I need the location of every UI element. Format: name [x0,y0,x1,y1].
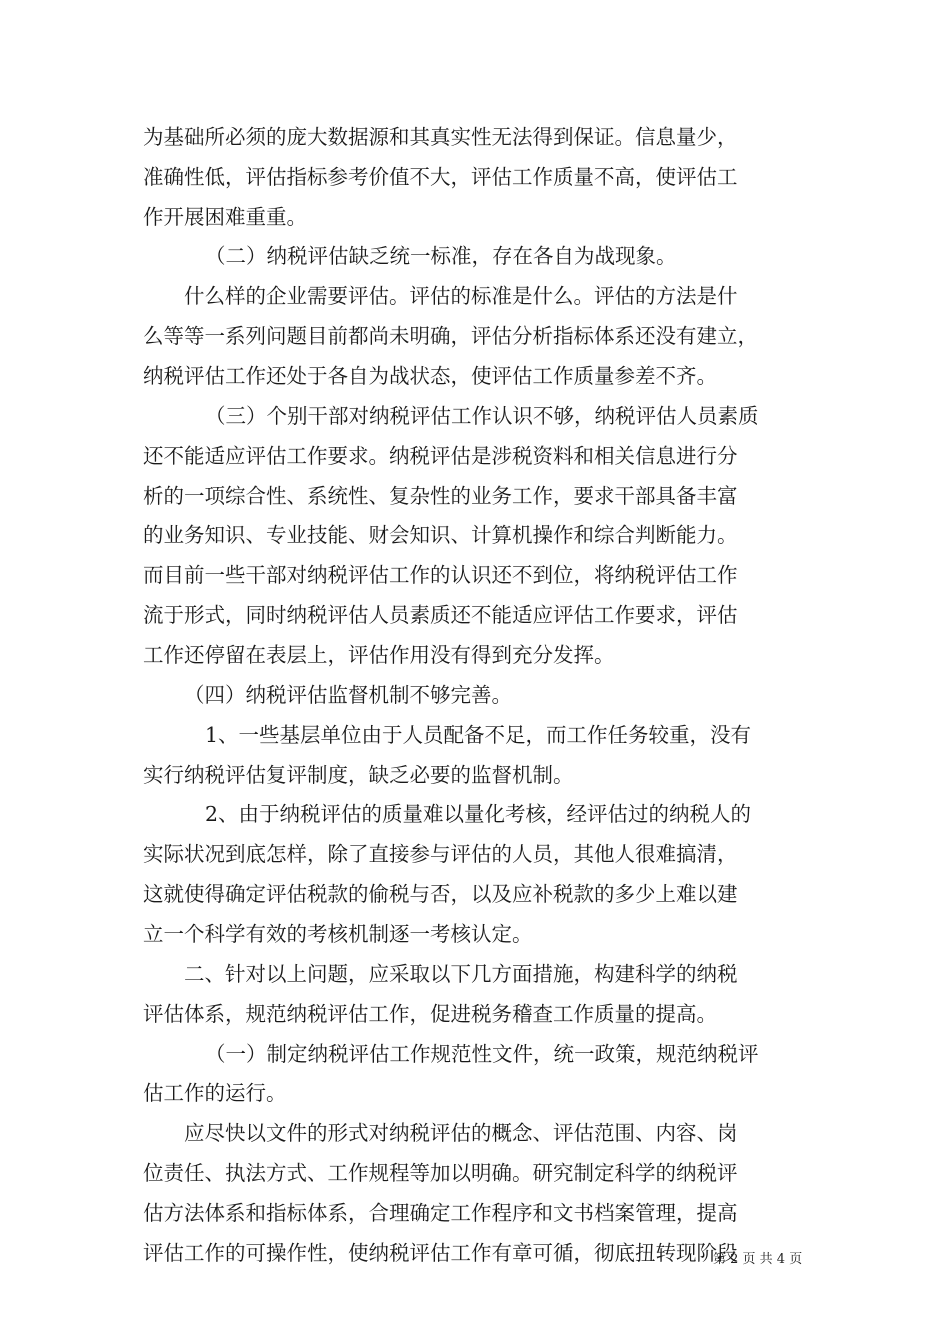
subheading-2: （二）纳税评估缺乏统一标准，存在各自为战现象。 [205,244,677,268]
text-line: 估方法体系和指标体系，合理确定工作程序和文书档案管理，提高 [143,1201,738,1225]
text-line: 流于形式，同时纳税评估人员素质还不能适应评估工作要求，评估 [143,603,738,627]
text-line: 析的一项综合性、系统性、复杂性的业务工作，要求干部具备丰富 [143,484,738,508]
text-line: 工作还停留在表层上，评估作用没有得到充分发挥。 [143,643,615,667]
text-line: 作开展困难重重。 [143,205,307,229]
text-line: 位责任、执法方式、工作规程等加以明确。研究制定科学的纳税评 [143,1161,738,1185]
text-line: 什么样的企业需要评估。评估的标准是什么。评估的方法是什 [184,284,738,308]
text-line: 应尽快以文件的形式对纳税评估的概念、评估范围、内容、岗 [184,1121,738,1145]
text-line: 纳税评估工作还处于各自为战状态，使评估工作质量参差不齐。 [143,364,717,388]
text-line: 准确性低，评估指标参考价值不大，评估工作质量不高，使评估工 [143,165,738,189]
text-line: 这就使得确定评估税款的偷税与否，以及应补税款的多少上难以建 [143,882,738,906]
text-line: 而目前一些干部对纳税评估工作的认识还不到位，将纳税评估工作 [143,563,738,587]
subheading-1: （一）制定纳税评估工作规范性文件，统一政策，规范纳税评 [205,1042,759,1066]
text-line: 的业务知识、专业技能、财会知识、计算机操作和综合判断能力。 [143,523,738,547]
subheading-3: （三）个别干部对纳税评估工作认识不够，纳税评估人员素质 [205,404,759,428]
text-line: 1、一些基层单位由于人员配备不足，而工作任务较重，没有 [205,723,752,747]
section-heading-2: 二、针对以上问题，应采取以下几方面措施，构建科学的纳税 [184,962,738,986]
text-line: 评估体系，规范纳税评估工作，促进税务稽查工作质量的提高。 [143,1002,717,1026]
subheading-4: （四）纳税评估监督机制不够完善。 [184,683,512,707]
text-line: 2、由于纳税评估的质量难以量化考核，经评估过的纳税人的 [205,802,752,826]
text-line: 实际状况到底怎样，除了直接参与评估的人员，其他人很难搞清， [143,842,738,866]
text-line: 么等等一系列问题目前都尚未明确，评估分析指标体系还没有建立， [143,324,758,348]
text-line: 还不能适应评估工作要求。纳税评估是涉税资料和相关信息进行分 [143,444,738,468]
text-line: 为基础所必须的庞大数据源和其真实性无法得到保证。信息量少， [143,125,738,149]
text-line: 评估工作的可操作性，使纳税评估工作有章可循，彻底扭转现阶段 [143,1241,738,1265]
text-line: 立一个科学有效的考核机制逐一考核认定。 [143,922,533,946]
text-line: 估工作的运行。 [143,1081,287,1105]
page-footer: 第 2 页 共 4 页 [713,1252,803,1267]
text-line: 实行纳税评估复评制度，缺乏必要的监督机制。 [143,763,574,787]
